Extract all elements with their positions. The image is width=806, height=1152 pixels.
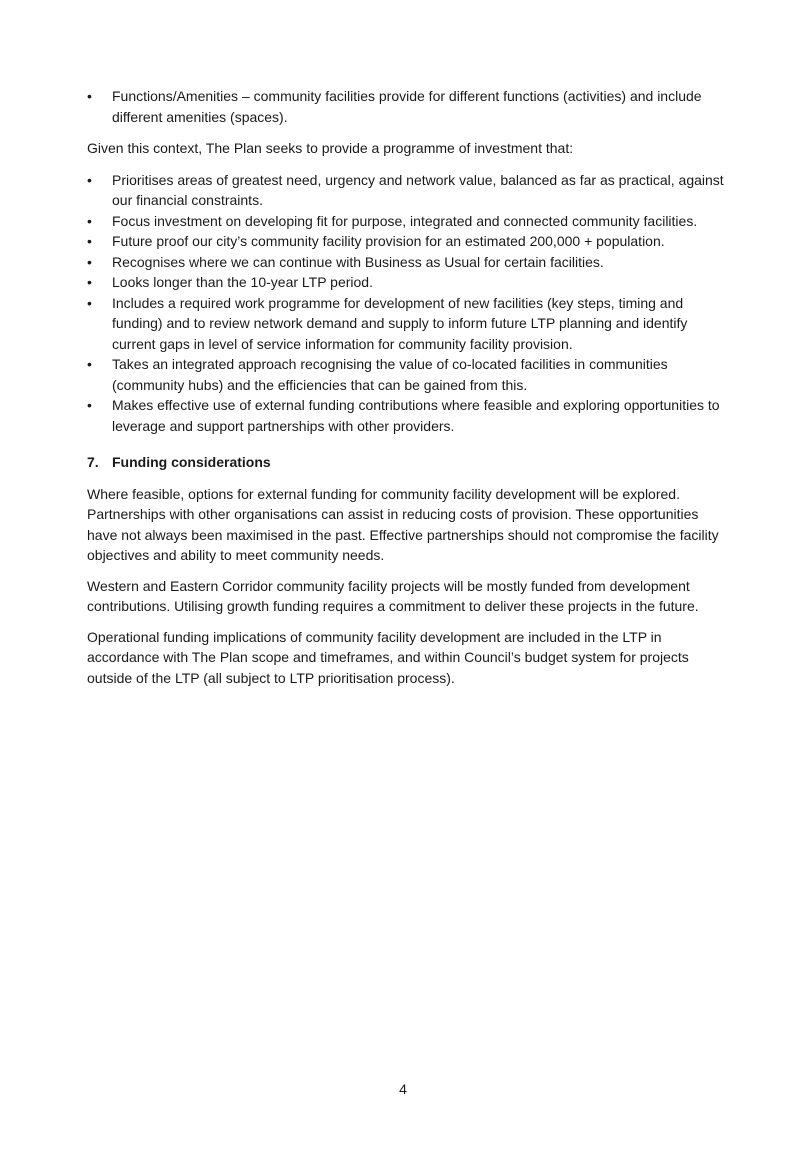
bullet-icon: • [87, 274, 92, 290]
section-heading [87, 452, 727, 473]
bullet-icon: • [87, 88, 92, 104]
list-item [87, 211, 727, 232]
list-item-text: Takes an integrated approach recognising the value of co-located facilities in communities (community hubs) and the efficiencies that can be gained from this. [112, 356, 668, 393]
list-item-text: Focus investment on developing fit for purpose, integrated and connected community facilities. [112, 212, 698, 229]
list-item-text: Includes a required work programme for development of new facilities (key steps, timing and funding) and to review network demand and supply to inform future LTP planning and identify current gaps in level of service information for community facility provision. [112, 294, 688, 352]
objectives-bullet-list [87, 170, 727, 437]
bullet-icon: • [87, 212, 92, 229]
list-item [87, 86, 727, 127]
document-page [87, 86, 727, 698]
list-item-text: Prioritises areas of greatest need, urgency and network value, balanced as far as practical, against our financial constraints. [112, 171, 724, 208]
body-paragraph: Where feasible, options for external funding for community facility development will be explored. Partnerships with other organisations can assist in reducing costs of provision. These opportunities have not always been maximised in the past. Effective partnerships should not compromise the facility objectives and ability to meet community needs. [87, 485, 719, 563]
top-bullet-list [87, 86, 727, 127]
list-item [87, 252, 727, 273]
list-item [87, 354, 727, 395]
body-paragraph: Western and Eastern Corridor community facility projects will be mostly funded from development contributions. Utilising growth funding requires a commitment to deliver these projects in the future. [87, 577, 699, 614]
list-item [87, 170, 727, 211]
section-number: 7. [87, 454, 99, 470]
list-item-text: Functions/Amenities – community facilities provide for different functions (activities) and include different amenities (spaces). [112, 88, 702, 125]
list-item [87, 395, 727, 436]
list-item-text: Future proof our city’s community facility provision for an estimated 200,000 + population. [112, 233, 665, 249]
section-title: Funding considerations [112, 454, 271, 470]
bullet-icon: • [87, 171, 92, 188]
intro-paragraph: Given this context, The Plan seeks to provide a programme of investment that: [87, 140, 574, 156]
bullet-icon: • [87, 397, 92, 413]
list-item [87, 272, 727, 293]
list-item-text: Recognises where we can continue with Business as Usual for certain facilities. [112, 253, 604, 270]
list-item [87, 231, 727, 252]
page-number: 4 [399, 1081, 407, 1097]
bullet-icon: • [87, 356, 92, 372]
list-item [87, 293, 727, 355]
bullet-icon: • [87, 253, 92, 270]
bullet-icon: • [87, 294, 92, 311]
list-item-text: Makes effective use of external funding contributions where feasible and exploring opportunities to leverage and support partnerships with other providers. [112, 397, 720, 434]
list-item-text: Looks longer than the 10-year LTP period. [112, 274, 373, 290]
body-paragraph: Operational funding implications of community facility development are included in the LTP in accordance with The Plan scope and timeframes, and within Council’s budget system for projects outside of the LTP (all subject to LTP prioritisation process). [87, 628, 689, 686]
bullet-icon: • [87, 233, 92, 249]
